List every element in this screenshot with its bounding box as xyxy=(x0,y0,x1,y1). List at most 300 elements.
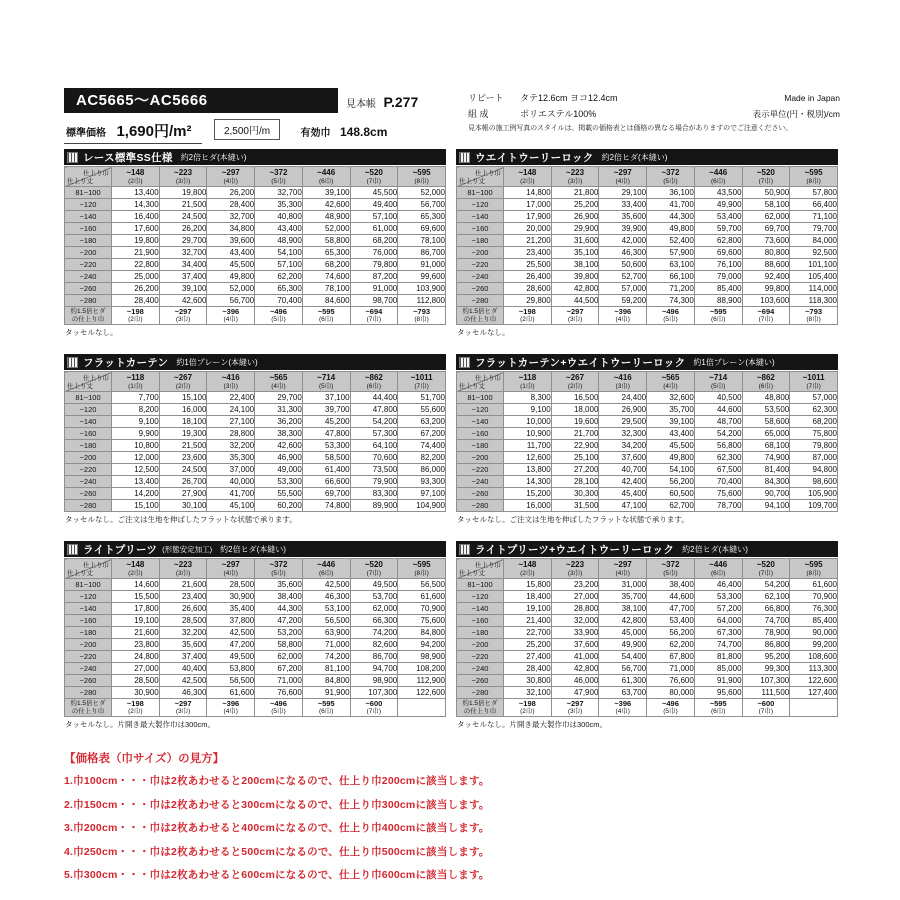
price-cell: 103,900 xyxy=(398,283,446,295)
table-title-bar xyxy=(456,354,838,370)
row-label: ~180 xyxy=(65,627,112,639)
col-header: ~267 (2巾) xyxy=(159,372,207,392)
footer-width-cell: ~297 (3巾) xyxy=(551,699,599,717)
corner-cell xyxy=(65,559,112,579)
table-flat-curtain xyxy=(64,354,446,525)
price-cell: 28,400 xyxy=(112,295,160,307)
price-cell: 31,600 xyxy=(551,235,599,247)
price-cell: 69,600 xyxy=(398,223,446,235)
price-cell: 90,700 xyxy=(742,488,790,500)
row-label: ~140 xyxy=(457,211,504,223)
price-cell: 47,800 xyxy=(302,428,350,440)
table-title-note: (形態安定加工) xyxy=(162,544,213,554)
price-cell: 14,300 xyxy=(504,476,552,488)
price-cell: 46,400 xyxy=(694,579,742,591)
col-header: ~148 (2巾) xyxy=(112,559,160,579)
price-cell: 41,700 xyxy=(207,488,255,500)
price-cell: 49,500 xyxy=(350,579,398,591)
price-cell: 17,600 xyxy=(112,223,160,235)
footer-width-cell: ~600 (7巾) xyxy=(742,699,790,717)
price-cell: 17,000 xyxy=(504,199,552,211)
price-cell: 74,200 xyxy=(350,627,398,639)
price-cell: 62,200 xyxy=(255,271,303,283)
price-cell: 19,800 xyxy=(159,187,207,199)
price-cell: 15,800 xyxy=(504,579,552,591)
footer-width-cell: ~694 (7巾) xyxy=(742,307,790,325)
table-weight-woolly-lock xyxy=(456,149,838,338)
col-header: ~416 (3巾) xyxy=(207,372,255,392)
price-cell: 21,700 xyxy=(551,428,599,440)
price-row xyxy=(65,639,446,651)
price-cell: 28,500 xyxy=(207,579,255,591)
price-cell: 76,300 xyxy=(790,603,838,615)
price-cell: 66,300 xyxy=(350,615,398,627)
price-cell: 59,200 xyxy=(599,295,647,307)
price-row xyxy=(457,591,838,603)
row-label: ~220 xyxy=(65,651,112,663)
price-cell: 94,800 xyxy=(790,464,838,476)
price-cell: 52,700 xyxy=(599,271,647,283)
col-header: ~520 (7巾) xyxy=(742,559,790,579)
price-cell: 76,600 xyxy=(255,687,303,699)
price-cell: 31,300 xyxy=(255,404,303,416)
price-cell: 76,600 xyxy=(647,675,695,687)
price-cell: 35,300 xyxy=(207,452,255,464)
price-row xyxy=(65,428,446,440)
price-row xyxy=(457,603,838,615)
price-cell: 68,200 xyxy=(790,416,838,428)
col-header: ~118 (1巾) xyxy=(504,372,552,392)
col-header: ~595 (8巾) xyxy=(398,559,446,579)
row-label: ~260 xyxy=(457,283,504,295)
price-cell: 8,300 xyxy=(504,392,552,404)
price-cell: 95,600 xyxy=(694,687,742,699)
col-header: ~297 (4巾) xyxy=(207,167,255,187)
price-cell: 87,200 xyxy=(350,271,398,283)
col-header: ~297 (4巾) xyxy=(599,559,647,579)
price-cell: 91,900 xyxy=(694,675,742,687)
price-cell: 122,600 xyxy=(398,687,446,699)
price-cell: 35,100 xyxy=(551,247,599,259)
price-cell: 58,500 xyxy=(302,452,350,464)
price-cell: 54,200 xyxy=(742,579,790,591)
footer-label: 約1.5倍ヒダ の仕上り巾 xyxy=(457,307,504,325)
price-cell: 10,900 xyxy=(504,428,552,440)
row-label: ~160 xyxy=(65,428,112,440)
price-cell: 60,200 xyxy=(255,500,303,512)
price-cell: 75,800 xyxy=(790,428,838,440)
price-cell: 26,200 xyxy=(159,223,207,235)
price-cell: 47,900 xyxy=(551,687,599,699)
price-guide-line: 5.巾300cm・・・巾は2枚あわせると600cmになるので、仕上り巾600cmに該当します。 xyxy=(64,869,490,881)
price-cell: 35,300 xyxy=(255,199,303,211)
row-label: ~220 xyxy=(457,259,504,271)
col-header: ~148 (2巾) xyxy=(504,559,552,579)
price-cell: 35,700 xyxy=(647,404,695,416)
price-cell: 53,300 xyxy=(694,591,742,603)
price-cell: 28,400 xyxy=(207,199,255,211)
price-cell: 112,900 xyxy=(398,675,446,687)
flat-style-icon xyxy=(459,357,470,368)
price-cell: 85,000 xyxy=(694,663,742,675)
header-row xyxy=(65,372,446,392)
corner-cell xyxy=(457,167,504,187)
price-cell: 45,000 xyxy=(599,627,647,639)
col-header: ~446 (6巾) xyxy=(302,167,350,187)
price-cell: 45,500 xyxy=(647,440,695,452)
price-guide-line: 1.巾100cm・・・巾は2枚あわせると200cmになるので、仕上り巾200cmに該当します。 xyxy=(64,775,490,787)
price-cell: 25,200 xyxy=(504,639,552,651)
corner-height-label: 仕上り丈 xyxy=(67,570,93,577)
price-cell: 25,000 xyxy=(112,271,160,283)
curtain-style-icon xyxy=(459,152,470,163)
row-label: 81~100 xyxy=(457,579,504,591)
price-cell: 40,800 xyxy=(255,211,303,223)
price-cell: 38,400 xyxy=(647,579,695,591)
col-header: ~223 (3巾) xyxy=(551,167,599,187)
price-cell: 99,600 xyxy=(398,271,446,283)
footer-width-cell xyxy=(790,699,838,717)
price-cell: 48,700 xyxy=(694,416,742,428)
price-per-meter-box: 2,500円/m xyxy=(214,119,280,140)
price-cell: 56,200 xyxy=(647,476,695,488)
price-cell: 40,400 xyxy=(159,663,207,675)
price-cell: 42,500 xyxy=(159,675,207,687)
price-cell: 74,200 xyxy=(302,651,350,663)
col-header: ~148 (2巾) xyxy=(504,167,552,187)
price-cell: 62,300 xyxy=(694,452,742,464)
price-cell: 29,900 xyxy=(551,223,599,235)
row-label: 81~100 xyxy=(457,187,504,199)
price-cell: 32,600 xyxy=(647,392,695,404)
price-cell: 21,800 xyxy=(551,187,599,199)
price-cell: 26,200 xyxy=(112,283,160,295)
price-cell: 22,800 xyxy=(112,259,160,271)
col-header: ~297 (4巾) xyxy=(207,559,255,579)
price-cell: 99,300 xyxy=(742,663,790,675)
price-cell: 78,100 xyxy=(302,283,350,295)
col-header: ~372 (5巾) xyxy=(255,559,303,579)
price-cell: 17,900 xyxy=(504,211,552,223)
price-cell: 14,300 xyxy=(112,199,160,211)
price-cell: 37,400 xyxy=(159,651,207,663)
price-cell: 47,200 xyxy=(207,639,255,651)
product-code-bar xyxy=(64,88,338,113)
col-header: ~520 (7巾) xyxy=(350,559,398,579)
price-cell: 19,300 xyxy=(159,428,207,440)
price-cell: 44,500 xyxy=(551,295,599,307)
table-light-pleats xyxy=(64,541,446,730)
price-row xyxy=(457,247,838,259)
price-cell: 66,800 xyxy=(742,603,790,615)
price-cell: 57,900 xyxy=(647,247,695,259)
footer-width-cell: ~595 (6巾) xyxy=(694,699,742,717)
table-note: タッセルなし。片開き最大製作巾は300cm。 xyxy=(457,720,608,729)
price-cell: 79,800 xyxy=(350,259,398,271)
price-cell: 59,700 xyxy=(694,223,742,235)
price-cell: 16,000 xyxy=(159,404,207,416)
price-cell: 86,000 xyxy=(398,464,446,476)
price-cell: 66,400 xyxy=(790,199,838,211)
price-cell: 71,200 xyxy=(647,283,695,295)
table-subtitle: 約2倍ヒダ(本縫い) xyxy=(682,544,748,554)
footer-width-cell: ~198 (2巾) xyxy=(504,307,552,325)
price-cell: 28,800 xyxy=(551,603,599,615)
price-cell: 62,000 xyxy=(350,603,398,615)
footer-width-cell: ~297 (3巾) xyxy=(159,699,207,717)
price-cell: 26,600 xyxy=(159,603,207,615)
price-cell: 35,600 xyxy=(255,579,303,591)
price-cell: 9,100 xyxy=(112,416,160,428)
price-row xyxy=(65,500,446,512)
price-cell: 57,100 xyxy=(255,259,303,271)
price-cell: 111,500 xyxy=(742,687,790,699)
table-title: ウエイトウーリーロック xyxy=(475,151,594,164)
price-cell: 16,400 xyxy=(112,211,160,223)
price-cell: 55,500 xyxy=(255,488,303,500)
header-row xyxy=(457,372,838,392)
price-cell: 94,100 xyxy=(742,500,790,512)
price-cell: 28,500 xyxy=(159,615,207,627)
footer-width-cell: ~396 (4巾) xyxy=(207,307,255,325)
price-cell: 16,000 xyxy=(504,500,552,512)
price-cell: 26,200 xyxy=(207,187,255,199)
price-cell: 32,700 xyxy=(255,187,303,199)
price-cell: 62,200 xyxy=(647,639,695,651)
table-note: タッセルなし。片開き最大製作巾は300cm。 xyxy=(65,720,216,729)
price-cell: 19,100 xyxy=(112,615,160,627)
price-row xyxy=(65,271,446,283)
col-header: ~148 (2巾) xyxy=(112,167,160,187)
price-cell: 44,400 xyxy=(350,392,398,404)
price-cell: 28,800 xyxy=(207,428,255,440)
price-row xyxy=(457,488,838,500)
price-cell: 7,700 xyxy=(112,392,160,404)
price-cell: 46,000 xyxy=(551,675,599,687)
price-cell: 46,300 xyxy=(599,247,647,259)
price-cell: 65,300 xyxy=(398,211,446,223)
price-row xyxy=(65,476,446,488)
price-row xyxy=(457,187,838,199)
price-cell: 43,400 xyxy=(647,428,695,440)
price-row xyxy=(457,500,838,512)
row-label: ~160 xyxy=(457,223,504,235)
row-label: ~260 xyxy=(457,488,504,500)
price-cell: 49,800 xyxy=(647,452,695,464)
table-row-1 xyxy=(64,149,838,338)
repeat-line xyxy=(468,91,840,104)
price-cell: 91,000 xyxy=(350,283,398,295)
row-label: ~260 xyxy=(65,675,112,687)
price-row xyxy=(65,663,446,675)
price-row xyxy=(457,687,838,699)
col-header: ~565 (4巾) xyxy=(255,372,303,392)
col-header: ~118 (1巾) xyxy=(112,372,160,392)
repeat-label: リピート xyxy=(468,93,504,103)
table-title-bar xyxy=(64,149,446,165)
price-cell: 15,200 xyxy=(504,488,552,500)
price-cell: 62,000 xyxy=(255,651,303,663)
price-cell: 98,700 xyxy=(350,295,398,307)
price-row xyxy=(457,675,838,687)
price-cell: 13,400 xyxy=(112,476,160,488)
price-cell: 37,600 xyxy=(551,639,599,651)
price-cell: 62,800 xyxy=(694,235,742,247)
price-cell: 56,500 xyxy=(302,615,350,627)
price-cell: 50,600 xyxy=(599,259,647,271)
price-guide-line: 4.巾250cm・・・巾は2枚あわせると500cmになるので、仕上り巾500cmに該当します。 xyxy=(64,845,490,858)
table-subtitle: 約2倍ヒダ(本縫い) xyxy=(601,152,668,162)
price-cell: 36,100 xyxy=(647,187,695,199)
price-cell: 65,300 xyxy=(302,247,350,259)
price-cell: 14,200 xyxy=(112,488,160,500)
effective-width-label: 有効巾 xyxy=(300,128,331,139)
price-cell: 87,000 xyxy=(790,452,838,464)
row-label: ~260 xyxy=(457,675,504,687)
col-header: ~595 (8巾) xyxy=(790,559,838,579)
price-cell: 37,800 xyxy=(207,615,255,627)
price-cell: 85,400 xyxy=(790,615,838,627)
price-cell: 21,500 xyxy=(159,440,207,452)
table-note: タッセルなし。ご注文は生地を伸ばしたフラットな状態で承ります。 xyxy=(65,515,297,524)
price-cell: 79,900 xyxy=(350,476,398,488)
price-cell: 15,500 xyxy=(112,591,160,603)
price-cell: 45,500 xyxy=(350,187,398,199)
price-cell: 18,100 xyxy=(159,416,207,428)
price-cell: 57,000 xyxy=(790,392,838,404)
footer-width-cell: ~198 (2巾) xyxy=(504,699,552,717)
price-cell: 21,600 xyxy=(159,579,207,591)
price-cell: 26,900 xyxy=(551,211,599,223)
price-cell: 26,700 xyxy=(159,476,207,488)
price-row xyxy=(65,211,446,223)
price-cell: 48,900 xyxy=(302,211,350,223)
price-grid xyxy=(64,166,446,325)
price-row xyxy=(65,283,446,295)
price-cell: 61,300 xyxy=(599,675,647,687)
price-cell: 18,400 xyxy=(504,591,552,603)
price-cell: 15,100 xyxy=(112,500,160,512)
col-header: ~446 (6巾) xyxy=(302,559,350,579)
price-cell: 56,500 xyxy=(398,579,446,591)
row-label: ~120 xyxy=(457,591,504,603)
col-header: ~714 (5巾) xyxy=(694,372,742,392)
footer-width-cell: ~694 (7巾) xyxy=(350,307,398,325)
price-cell: 12,500 xyxy=(112,464,160,476)
price-cell: 62,000 xyxy=(742,211,790,223)
price-cell: 34,800 xyxy=(207,223,255,235)
price-cell: 84,600 xyxy=(302,295,350,307)
footer-width-cell: ~595 (6巾) xyxy=(694,307,742,325)
price-cell: 61,400 xyxy=(302,464,350,476)
effective-width xyxy=(301,123,388,140)
price-cell: 25,500 xyxy=(504,259,552,271)
price-cell: 30,900 xyxy=(112,687,160,699)
price-cell: 44,300 xyxy=(255,603,303,615)
price-grid xyxy=(456,558,838,717)
price-cell: 25,200 xyxy=(551,199,599,211)
price-cell: 49,400 xyxy=(350,199,398,211)
footer-width-cell: ~396 (4巾) xyxy=(599,699,647,717)
price-guide-line: 2.巾150cm・・・巾は2枚あわせると300cmになるので、仕上り巾300cmに該当します。 xyxy=(64,798,490,811)
price-cell: 43,400 xyxy=(207,247,255,259)
price-cell: 56,200 xyxy=(647,627,695,639)
price-cell: 28,100 xyxy=(551,476,599,488)
price-cell: 32,700 xyxy=(207,211,255,223)
price-cell: 58,800 xyxy=(255,639,303,651)
price-row xyxy=(457,404,838,416)
price-cell: 98,900 xyxy=(398,651,446,663)
price-cell: 68,200 xyxy=(350,235,398,247)
corner-cell xyxy=(457,372,504,392)
price-cell: 32,200 xyxy=(159,627,207,639)
row-label: ~220 xyxy=(65,464,112,476)
price-cell: 48,900 xyxy=(255,235,303,247)
price-cell: 57,300 xyxy=(350,428,398,440)
row-label: ~120 xyxy=(457,404,504,416)
price-cell: 76,100 xyxy=(694,259,742,271)
row-label: ~160 xyxy=(65,223,112,235)
price-cell: 74,900 xyxy=(742,452,790,464)
price-cell: 42,500 xyxy=(302,579,350,591)
corner-height-label: 仕上り丈 xyxy=(67,178,93,185)
table-row-3 xyxy=(64,541,838,730)
table-note: タッセルなし。ご注文は生地を伸ばしたフラットな状態で承ります。 xyxy=(457,515,689,524)
price-cell: 19,800 xyxy=(112,235,160,247)
table-title: フラットカーテン+ウエイトウーリーロック xyxy=(475,356,686,369)
price-cell: 49,000 xyxy=(255,464,303,476)
price-cell: 94,200 xyxy=(398,639,446,651)
price-cell: 45,400 xyxy=(599,488,647,500)
price-cell: 101,100 xyxy=(790,259,838,271)
price-cell: 74,700 xyxy=(742,615,790,627)
price-cell: 62,300 xyxy=(790,404,838,416)
price-cell: 84,800 xyxy=(302,675,350,687)
price-cell: 56,700 xyxy=(398,199,446,211)
price-row xyxy=(65,259,446,271)
row-label: ~180 xyxy=(65,235,112,247)
price-cell: 62,100 xyxy=(742,591,790,603)
price-row xyxy=(65,615,446,627)
table-subtitle: 約1倍プレーン(本縫い) xyxy=(176,357,258,367)
price-row xyxy=(457,615,838,627)
col-header: ~372 (5巾) xyxy=(647,167,695,187)
price-row xyxy=(65,247,446,259)
price-cell: 69,700 xyxy=(742,223,790,235)
table-title-bar xyxy=(456,149,838,165)
corner-height-label: 仕上り丈 xyxy=(67,383,93,390)
price-cell: 42,800 xyxy=(599,615,647,627)
price-cell: 84,300 xyxy=(742,476,790,488)
price-cell: 54,200 xyxy=(350,416,398,428)
row-label: ~200 xyxy=(457,452,504,464)
price-cell: 18,000 xyxy=(551,404,599,416)
price-cell: 63,900 xyxy=(302,627,350,639)
price-cell: 44,300 xyxy=(647,211,695,223)
price-cell: 35,600 xyxy=(599,211,647,223)
price-cell: 27,900 xyxy=(159,488,207,500)
price-cell: 37,400 xyxy=(159,271,207,283)
price-cell: 32,700 xyxy=(159,247,207,259)
price-cell: 34,400 xyxy=(159,259,207,271)
price-cell: 95,200 xyxy=(742,651,790,663)
price-tables-area xyxy=(64,149,838,891)
price-cell: 47,800 xyxy=(350,404,398,416)
col-header: ~520 (7巾) xyxy=(742,167,790,187)
price-grid xyxy=(64,371,446,512)
row-label: ~200 xyxy=(65,639,112,651)
price-cell: 74,400 xyxy=(398,440,446,452)
